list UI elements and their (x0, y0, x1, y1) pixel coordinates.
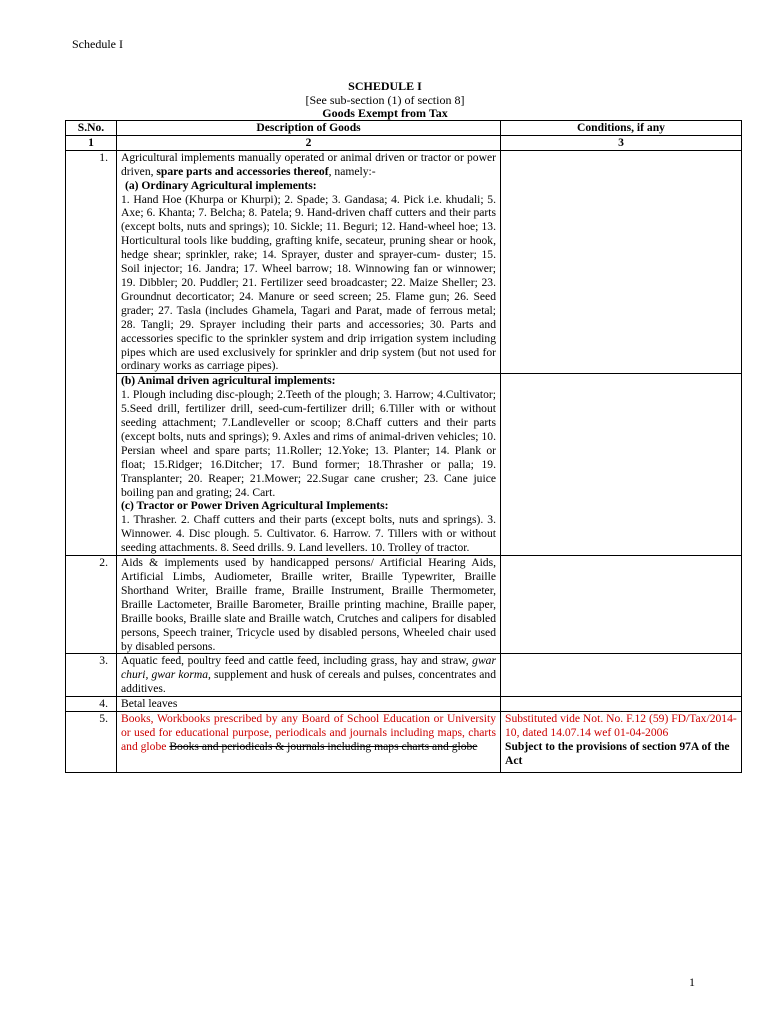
subsection-title: (b) Animal driven agricultural implements: (121, 374, 336, 388)
condition-text: Subject to the provisions of section 97A of the Act (505, 739, 730, 767)
table-row (66, 697, 742, 712)
row-sno: 5. (66, 712, 117, 773)
amendment-note: Substituted vide Not. No. F.12 (59) FD/Tax/2014-10, dated 14.07.14 wef 01-04-2006 (505, 712, 737, 739)
struck-text: Books and periodicals & journals including maps charts and globe (169, 739, 478, 753)
schedule-heading: Goods Exempt from Tax (322, 106, 448, 120)
col-header-description: Description of Goods (117, 121, 501, 136)
item-text-italic: gwar churi, gwar korma, (121, 654, 496, 682)
col-number-1: 1 (66, 135, 117, 150)
item-text: Agricultural implements manually operated or animal driven or tractor or power driven, (121, 150, 496, 178)
table-row (66, 712, 742, 773)
page-header: Schedule I (72, 37, 123, 51)
row-description (117, 654, 501, 697)
table-row (66, 150, 742, 374)
row-conditions (501, 712, 742, 773)
page-number: 1 (689, 975, 695, 989)
row-conditions (501, 556, 742, 654)
row-conditions (501, 697, 742, 712)
table-number-row (66, 135, 742, 150)
row-conditions (501, 654, 742, 697)
item-text: Aquatic feed, poultry feed and cattle feed, including grass, hay and straw, (121, 654, 473, 668)
table-row (66, 654, 742, 697)
subsection-text: 1. Plough including disc-plough; 2.Teeth of the plough; 3. Harrow; 4.Cultivator; 5.Seed drill, fertilizer drill, seed-cum-fertilizer drill; 6.Tiller with or without seeding attachment; 7.Landleveller or scoop; 8.Chaff cutters and their parts (except bolts, nuts and springs); 9. Axles and rims of animal-driven vehicles; 10. Persian wheel and spare parts; 11.Roller; 12.Yoke; 13. Planter; 14. Plank or float; 15.Ridger; 16.Ditcher; 17. Bund former; 18.Thrasher or palla; 19. Transplanter; 20. Reaper; 21.Mower; 22.Sugar cane crusher; 23. Cane juice boiling pan and grating; 24. Cart. (121, 388, 496, 499)
schedule-title: SCHEDULE I (348, 79, 422, 93)
row-description (117, 374, 501, 556)
row-description: Aids & implements used by handicapped persons/ Artificial Hearing Aids, Artificial Limbs, Audiometer, Braille writer, Braille Typewriter, Braille Shorthand Writer, Braille frame, Braille Instrument, Braille Thermometer, Braille Lactometer, Braille Barometer, Braille printing machine, Braille paper, Braille books, Braille slate and Braille watch, Crutches and calipers for disabled persons, Speech trainer, Tricycle used by disabled persons, Wheeled chair used by disabled persons. (117, 556, 501, 654)
subsection-text: 1. Hand Hoe (Khurpa or Khurpi); 2. Spade; 3. Gandasa; 4. Pick i.e. khudali; 5. Axe; 6. Khanta; 7. Belcha; 8. Patela; 9. Hand-driven chaff cutters and their parts (except bolts, nuts and springs); 10. Sickle; 11. Beguri; 12. Hand-wheel hoe; 13. Horticultural tools like budding, grafting knife, secateur, pruning shear or hook, hedge shear; sprinkler, rake; 14. Sprayer, duster and sprayer-cum- duster; 15. Soil injector; 16. Jandra; 17. Wheel barrow; 18. Winnowing fan or winnower; 19. Dibbler; 20. Puddler; 21. Fertilizer seed broadcaster; 22. Maize Sheller; 23. Groundnut decorticator; 24. Manure or seed screen; 25. Flame gun; 26. Seed grader; 27. Tasla (includes Ghamela, Tagari and Parat, made of ferrous metal; 28. Tangli; 29. Sprayer including their parts and accessories; 30. Parts and accessories specific to the sprinkler system and drip irrigation system including pipes which are used exclusively for sprinkler and drip system (but not used for ordinary works as carriage pipes). (121, 192, 496, 373)
row-description (117, 712, 501, 773)
col-number-2: 2 (117, 135, 501, 150)
item-text: supplement and husk of cereals and pulses, concentrates and additives. (121, 668, 496, 696)
row-sno: 1. (66, 150, 117, 555)
col-header-conditions: Conditions, if any (501, 121, 742, 136)
table-row (66, 374, 742, 556)
row-sno: 3. (66, 654, 117, 697)
item-text: , namely:- (328, 164, 376, 178)
row-sno: 2. (66, 556, 117, 654)
subsection-title: (a) Ordinary Agricultural implements: (125, 178, 317, 192)
row-description: Betal leaves (117, 697, 501, 712)
subsection-text: 1. Thrasher. 2. Chaff cutters and their parts (except bolts, nuts and springs). 3. Winnower. 4. Disc plough. 5. Cultivator. 6. Harrow. 7. Tillers with or without seeding attachments. 8. Seed drills. 9. Land levellers. 10. Trolley of tractor. (121, 513, 496, 555)
col-header-sno: S.No. (66, 121, 117, 136)
row-sno: 4. (66, 697, 117, 712)
row-description (117, 150, 501, 374)
title-block (0, 80, 770, 121)
row-conditions (501, 150, 742, 374)
col-number-3: 3 (501, 135, 742, 150)
row-conditions (501, 374, 742, 556)
amended-text: Books, Workbooks prescribed by any Board of School Education or University or used for educational purpose, periodicals and journals including maps, charts and globe (121, 712, 496, 753)
schedule-table (65, 120, 742, 773)
item-text-bold: spare parts and accessories thereof (156, 164, 329, 178)
table-row (66, 556, 742, 654)
subsection-title: (c) Tractor or Power Driven Agricultural Implements: (121, 499, 389, 513)
table-header-row (66, 121, 742, 136)
schedule-subtitle: [See sub-section (1) of section 8] (305, 92, 465, 107)
